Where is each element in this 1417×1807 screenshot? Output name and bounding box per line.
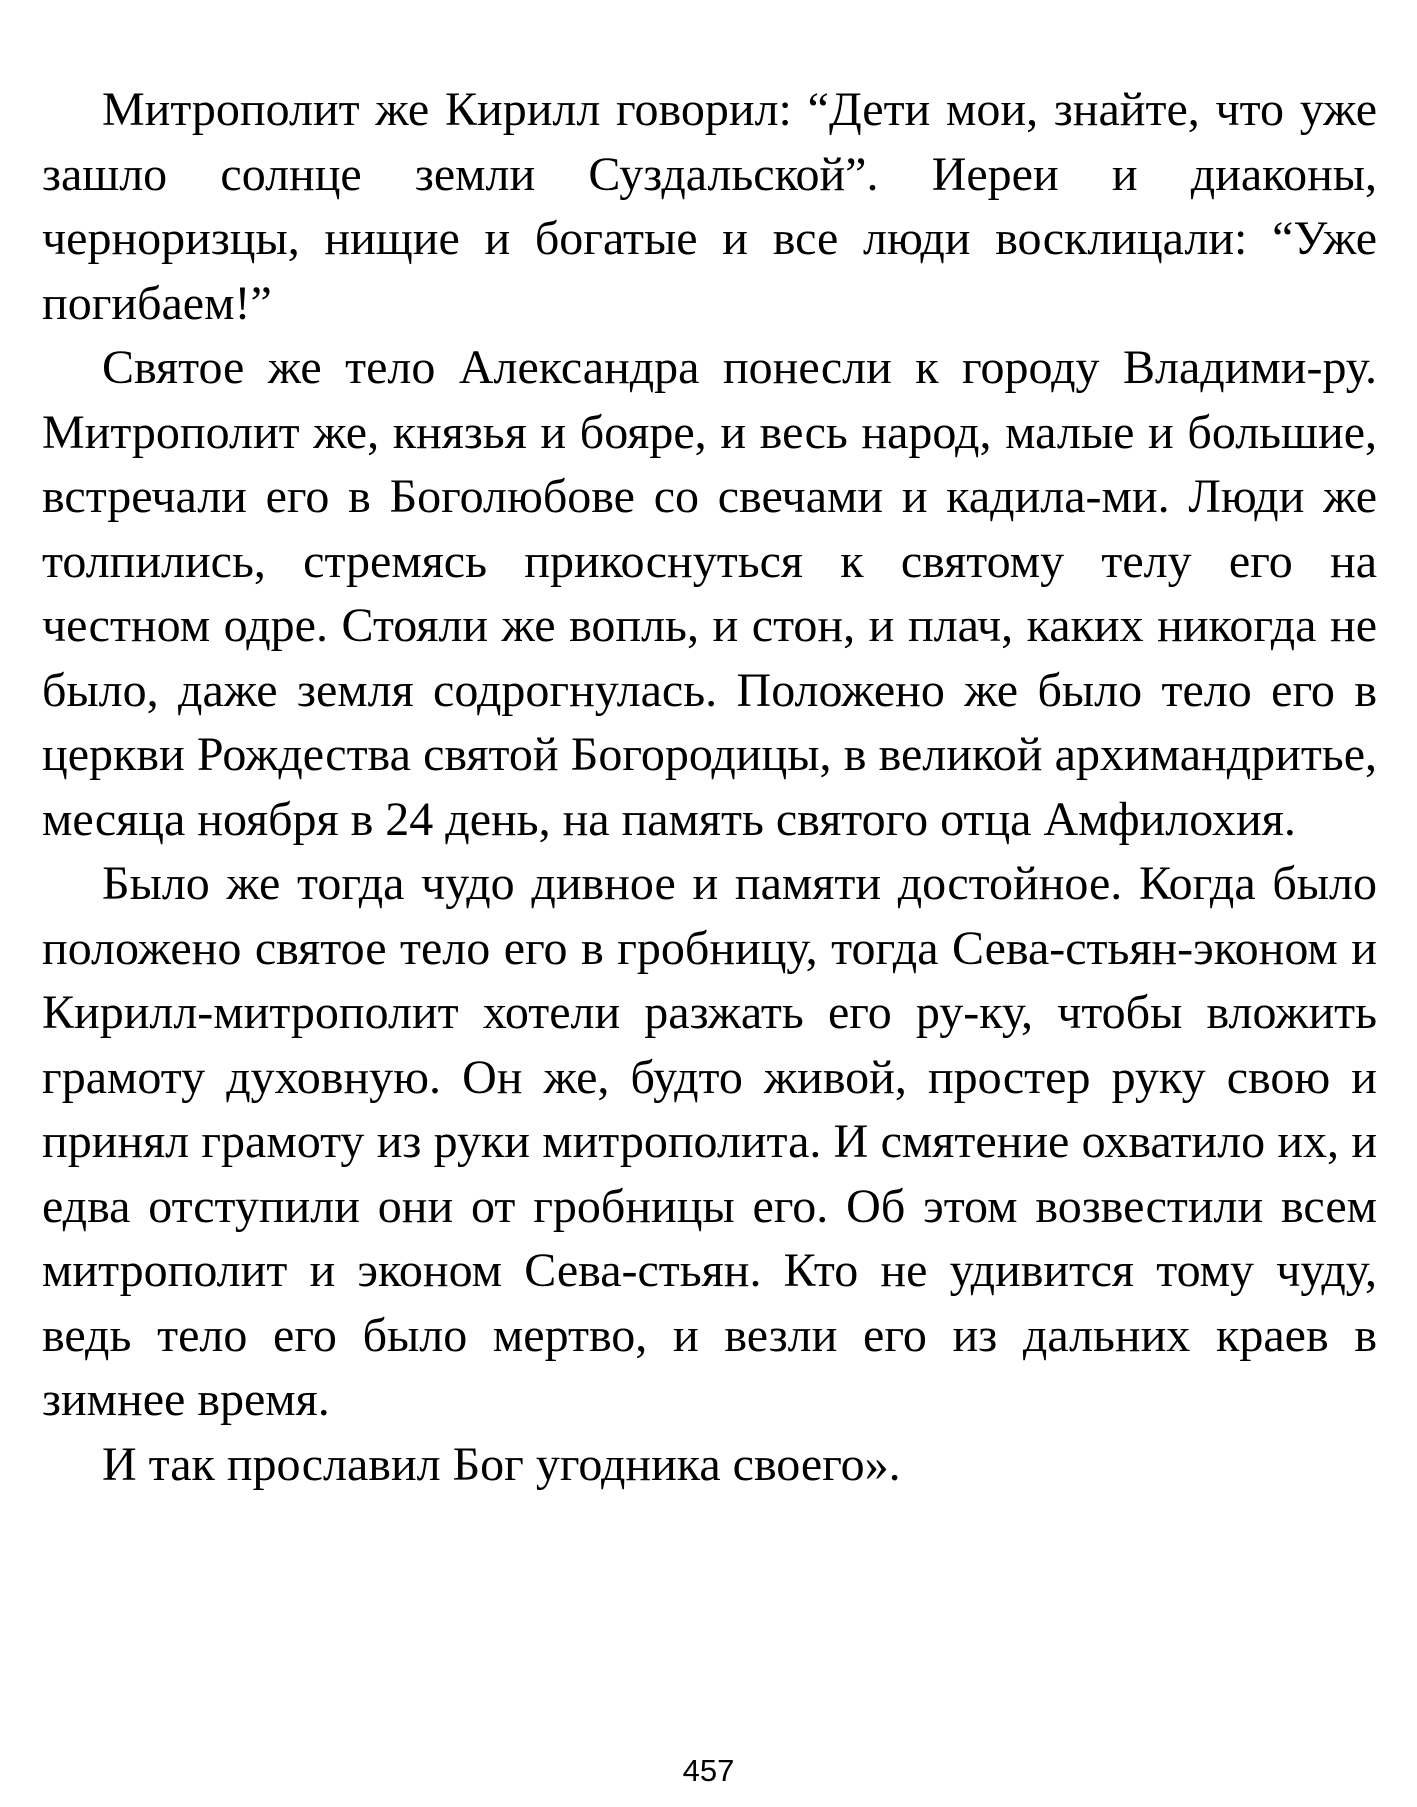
paragraph-1: Митрополит же Кирилл говорил: “Дети мои, знайте, что уже зашло солнце земли Суздальской”. Иереи и диаконы, черноризцы, нищие и богатые и все люди восклицали: “Уже погибаем!” — [42, 83, 1377, 330]
paragraph-2: Святое же тело Александра понесли к городу Владими-ру. Митрополит же, князья и бояре, и весь народ, малые и большие, встречали его в Боголюбове со свечами и кадила-ми. Люди же толпились, стремясь прикоснуться к святому телу его на честном одре. Стояли же вопль, и стон, и плач, каких никогда не было, даже земля содрогнулась. Положено же было тело его в церкви Рождества святой Богородицы, в великой архимандритье, месяца ноября в 24 день, на память святого отца Амфилохия. — [42, 341, 1377, 846]
paragraph-3: Было же тогда чудо дивное и памяти достойное. Когда было положено святое тело его в гробницу, тогда Сева-стьян-эконом и Кирилл-митрополит хотели разжать его ру-ку, чтобы вложить грамоту духовную. Он же, будто живой, простер руку свою и принял грамоту из руки митрополита. И смятение охватило их, и едва отступили они от гробницы его. Об этом возвестили всем митрополит и эконом Сева-стьян. Кто не удивится тому чуду, ведь тело его было мертво, и везли его из дальних краев в зимнее время. — [42, 857, 1377, 1426]
body-text — [42, 78, 1377, 1497]
paragraph-4: И так прославил Бог угодника своего». — [102, 1437, 901, 1491]
page-number: 457 — [682, 1753, 735, 1788]
